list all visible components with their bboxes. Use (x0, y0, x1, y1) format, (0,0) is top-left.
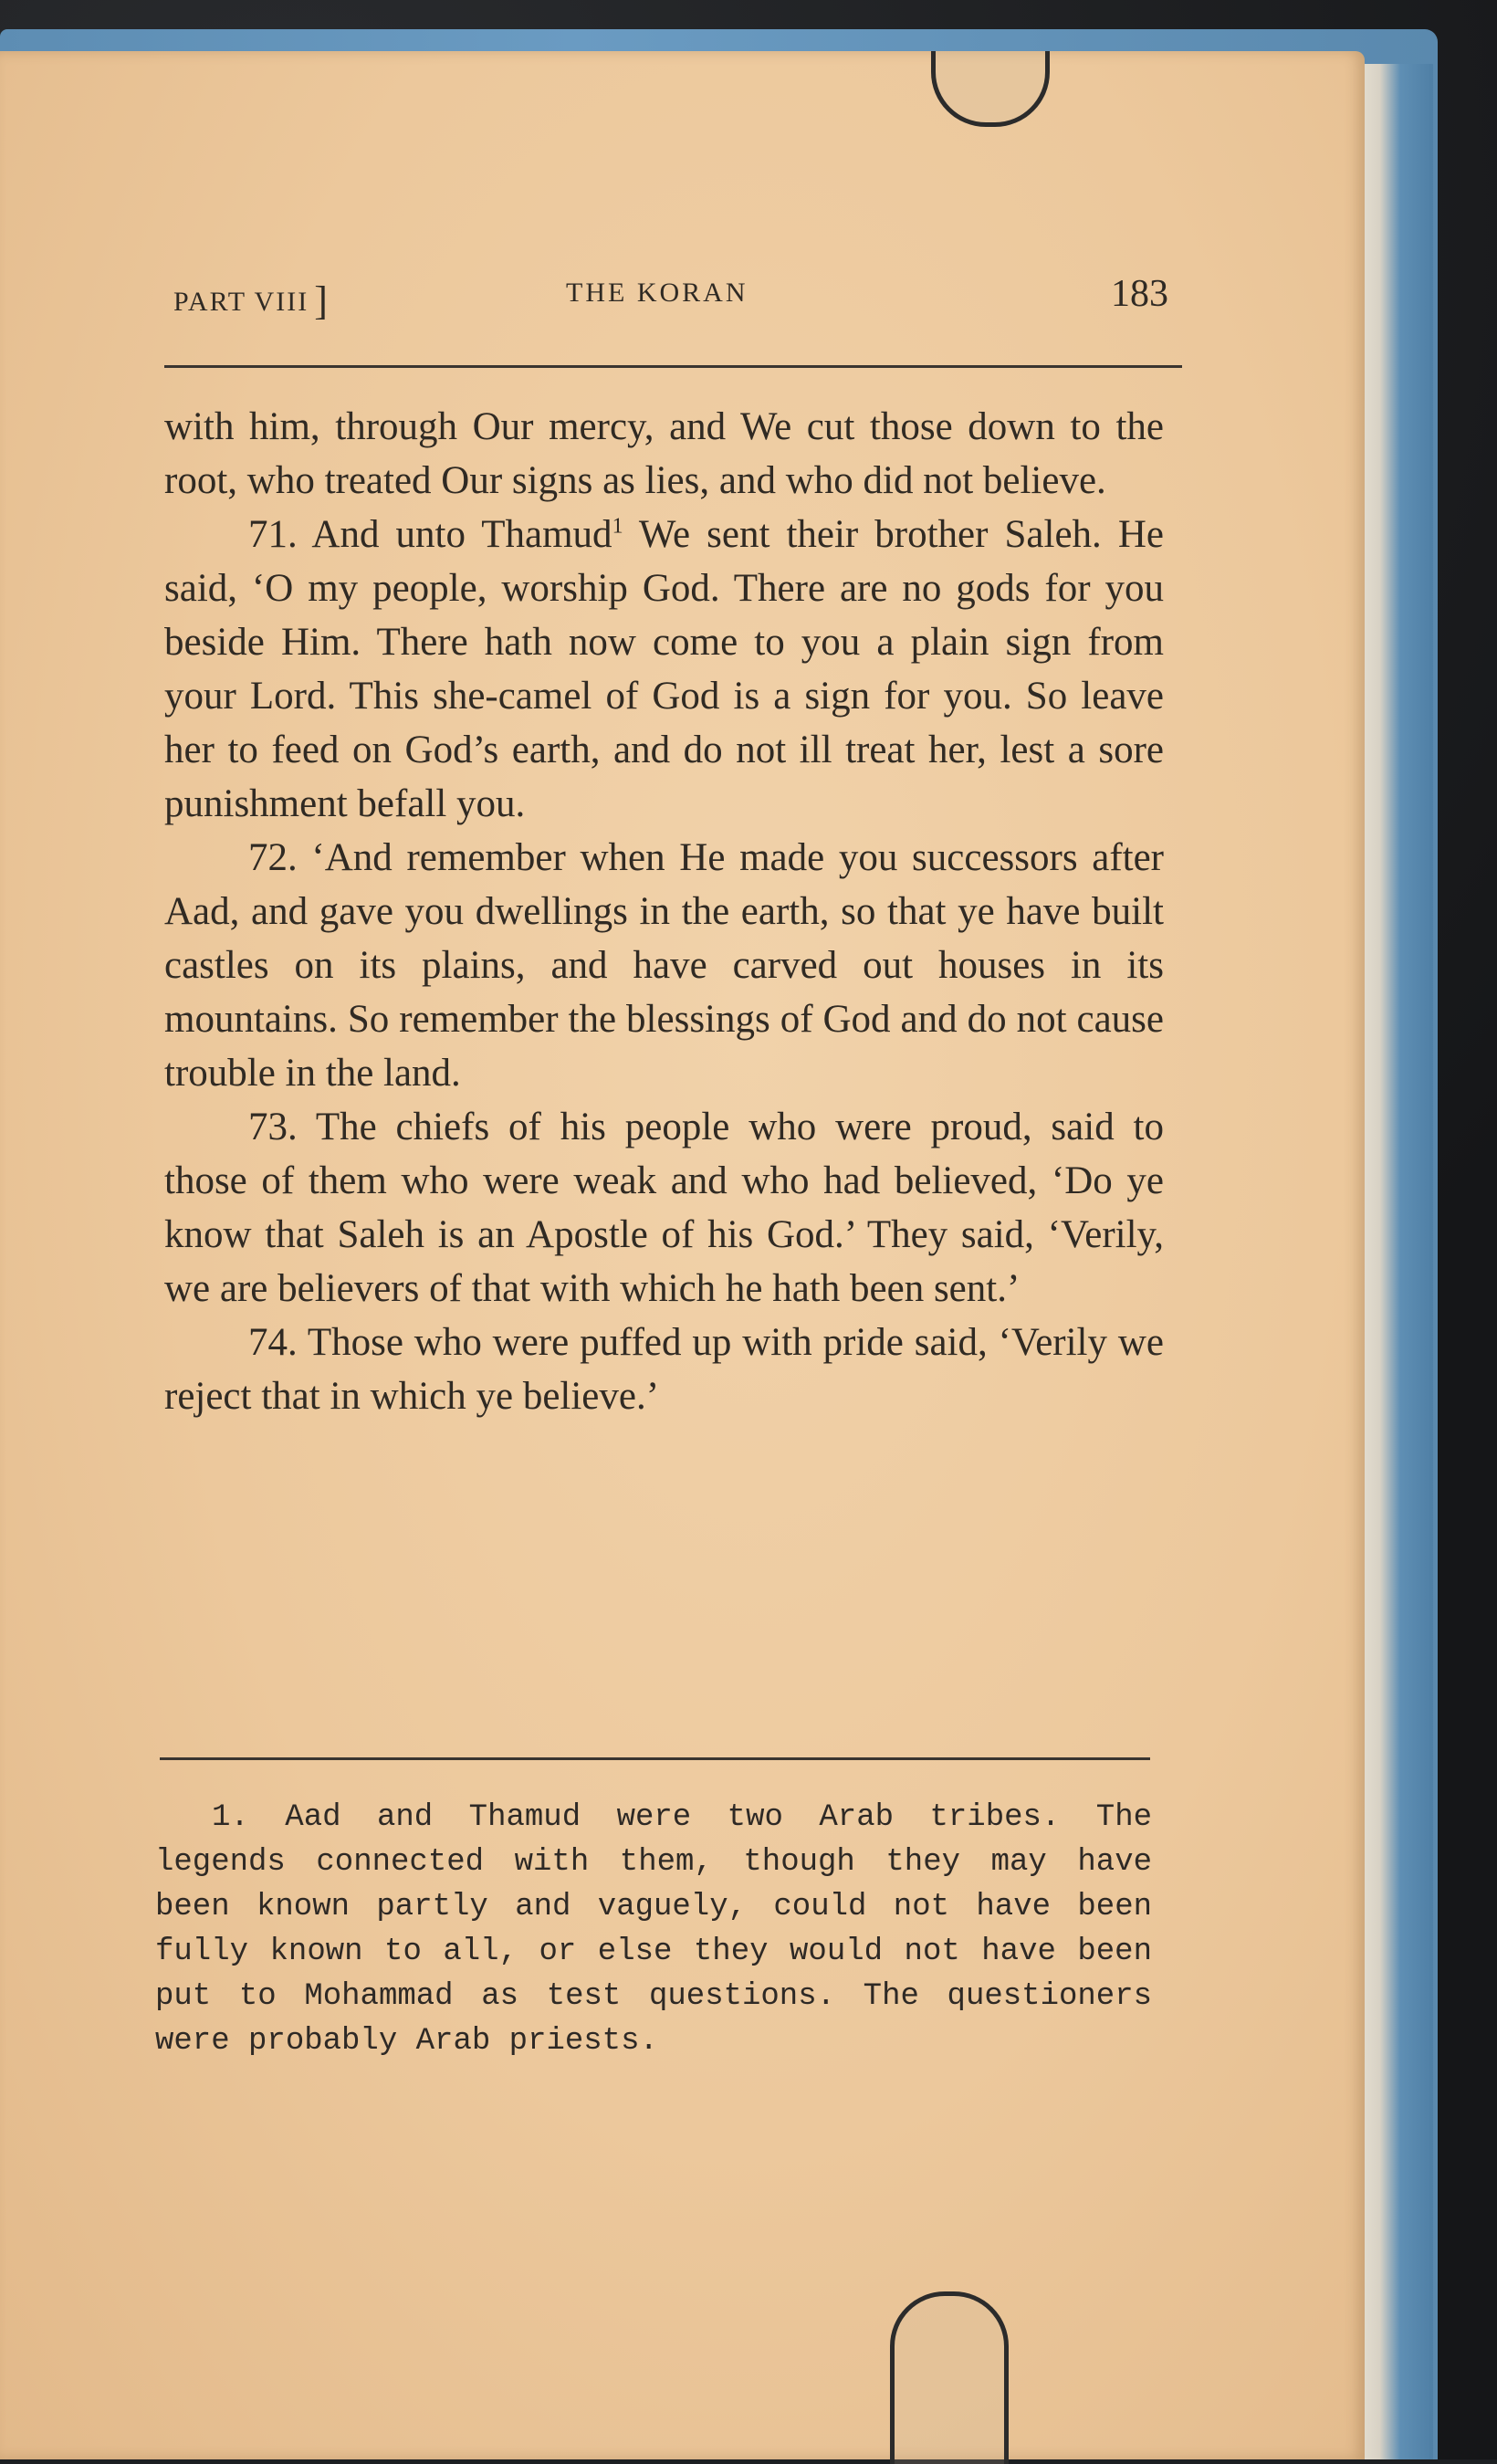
header-part-label: PART VIII (173, 287, 309, 317)
page-holder-clip-bottom (890, 2291, 1009, 2464)
header-title: THE KORAN (566, 278, 748, 308)
paragraph-73: 73. The chiefs of his people who were proud, said to those of them who were weak and who had believed, ‘Do ye know that Saleh is an Apostle of his God.’ They said, ‘Verily, we are believers of that with which he hath been sent.’ (164, 1106, 1164, 1310)
footnote-text: 1. Aad and Thamud were two Arab tribes. The legends connected with them, though they may have been known partly and vaguely, could not have been fully known to all, or else they would not have been put to Mohammad as test questions. The questioners were probably Arab priests. (155, 1800, 1152, 2059)
footnote-marker: 1 (612, 514, 623, 539)
main-text (164, 400, 1164, 1423)
running-header (173, 267, 1187, 321)
paragraph-71 (164, 508, 1164, 831)
paragraph-72: 72. ‘And remember when He made you successors after Aad, and gave you dwellings in the earth, so that ye have built castles on its plains, and have carved out houses in its mountains. So remember the blessings of God and do not cause trouble in the land. (164, 836, 1164, 1095)
paragraph-71-start: 71. And unto Thamud (248, 513, 612, 556)
header-part (173, 274, 330, 323)
page-number: 183 (1111, 273, 1168, 315)
header-rule (164, 365, 1182, 368)
paragraph-continued: with him, through Our mercy, and We cut those down to the root, who treated Our signs as lies, and who did not believe. (164, 405, 1164, 502)
footnote-rule (160, 1757, 1150, 1760)
paragraph-71-rest: We sent their brother Saleh. He said, ‘O my people, worship God. There are no gods for you beside Him. There hath now come to you a plain sign from your Lord. This she-camel of God is a sign for you. So leave her to feed on God’s earth, and do not ill treat her, lest a sore punishment befall you. (164, 513, 1164, 825)
header-bracket: ] (314, 278, 330, 323)
footnote (155, 1796, 1152, 2064)
paragraph-74: 74. Those who were puffed up with pride said, ‘Verily we reject that in which ye believe.’ (164, 1321, 1164, 1418)
